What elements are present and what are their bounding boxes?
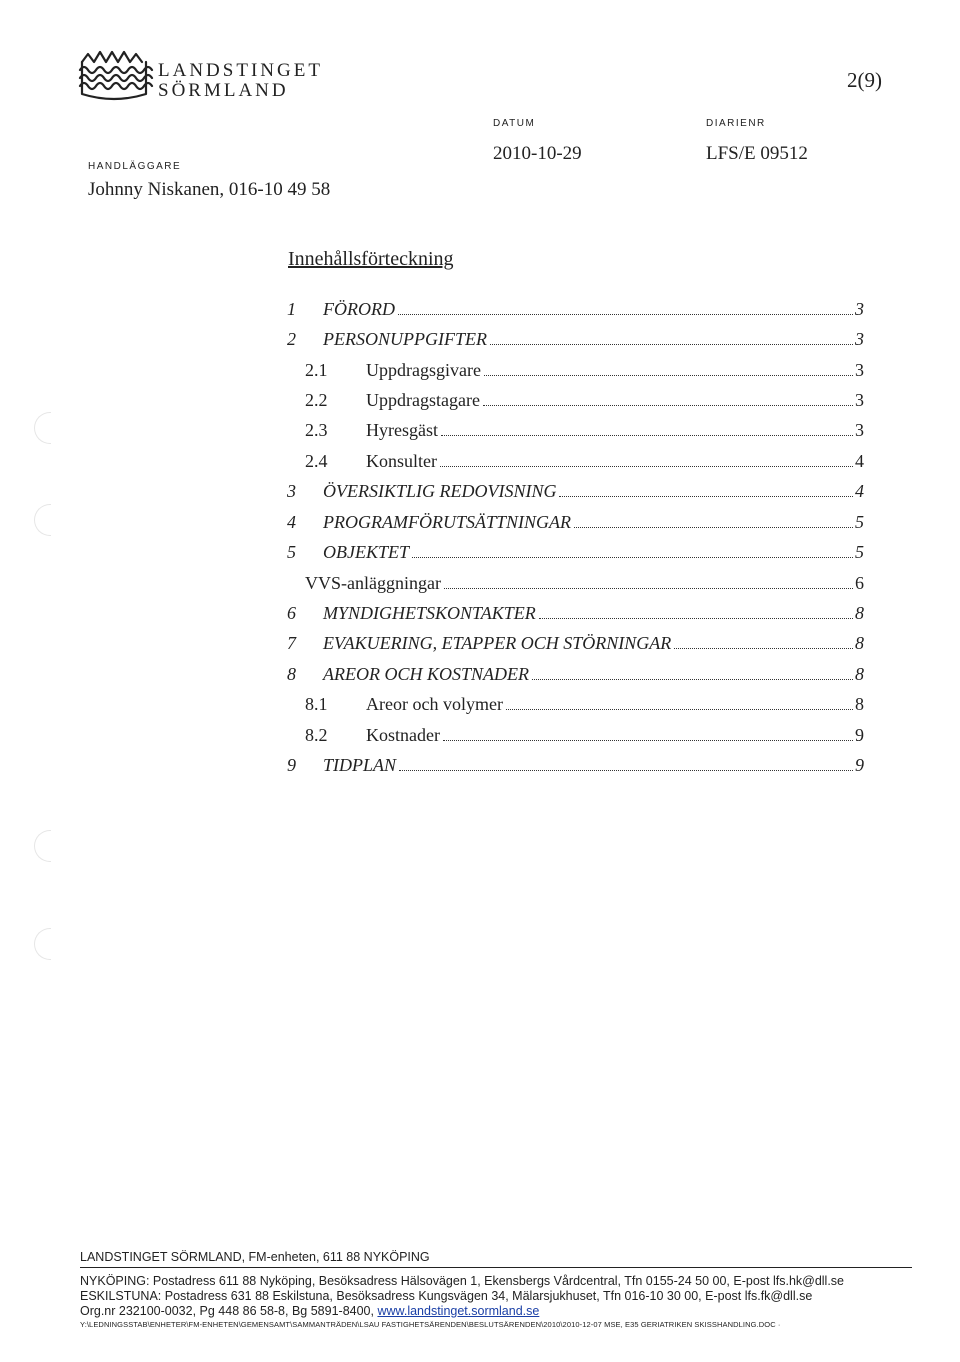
toc-number: 6	[287, 603, 296, 623]
toc-entry[interactable]	[0, 725, 960, 749]
toc-title: PROGRAMFÖRUTSÄTTNINGAR	[323, 512, 571, 532]
footer-eskilstuna-address: ESKILSTUNA: Postadress 631 88 Eskilstuna, Besöksadress Kungsvägen 34, Mälarsjukhuset, Tfn 016-10 30 00, E-post lfs.fk@dll.se	[80, 1289, 813, 1303]
footer-divider	[80, 1267, 912, 1268]
toc-page: 9	[855, 725, 864, 745]
toc-entry[interactable]	[0, 360, 960, 384]
footer-nykoping-address: NYKÖPING: Postadress 611 88 Nyköping, Besöksadress Hälsovägen 1, Ekensbergs Vårdcentral, Tfn 0155-24 50 00, E-post lfs.hk@dll.se	[80, 1274, 845, 1288]
toc-entry[interactable]	[0, 603, 960, 627]
toc-entry[interactable]	[0, 299, 960, 323]
datum-label: DATUM	[493, 118, 536, 129]
toc-page: 3	[855, 390, 864, 410]
toc-title: TIDPLAN	[323, 755, 397, 775]
toc-page: 8	[855, 694, 864, 714]
toc-title: AREOR OCH KOSTNADER	[323, 664, 529, 684]
toc-entry[interactable]	[0, 451, 960, 475]
toc-entry[interactable]	[0, 664, 960, 688]
toc-entry[interactable]	[0, 329, 960, 353]
toc-number: 3	[287, 481, 296, 501]
toc-page: 3	[855, 420, 864, 440]
toc-page: 5	[855, 542, 864, 562]
toc-heading: Innehållsförteckning	[288, 248, 454, 270]
toc-title: OBJEKTET	[323, 542, 410, 562]
toc-page: 6	[855, 573, 864, 593]
toc-number: 1	[287, 299, 296, 319]
toc-entry[interactable]	[0, 481, 960, 505]
toc-number: 2.1	[305, 360, 328, 380]
toc-page: 3	[855, 299, 864, 319]
toc-number: 2.3	[305, 420, 328, 440]
toc-title: VVS-anläggningar	[305, 573, 441, 593]
toc-number: 7	[287, 633, 296, 653]
toc-number: 2	[287, 329, 296, 349]
toc-title: Hyresgäst	[366, 420, 438, 440]
toc-page: 4	[855, 481, 864, 501]
toc-title: Konsulter	[366, 451, 437, 471]
toc-number: 2.4	[305, 451, 328, 471]
toc-title: EVAKUERING, ETAPPER OCH STÖRNINGAR	[323, 633, 672, 653]
toc-title: Uppdragsgivare	[366, 360, 481, 380]
logo-text-line2: SÖRMLAND	[158, 80, 289, 101]
website-link[interactable]: www.landstinget.sormland.se	[377, 1304, 540, 1318]
toc-entry[interactable]	[0, 420, 960, 444]
toc-title: FÖRORD	[323, 299, 395, 319]
logo-text-line1: LANDSTINGET	[158, 60, 323, 81]
handlaggare-label: HANDLÄGGARE	[88, 161, 182, 172]
toc-title: Uppdragstagare	[366, 390, 480, 410]
toc-number: 8.1	[305, 694, 328, 714]
toc-page: 8	[855, 633, 864, 653]
page-number: 2(9)	[847, 68, 882, 92]
toc-title: MYNDIGHETSKONTAKTER	[323, 603, 536, 623]
toc-page: 8	[855, 603, 864, 623]
footer-orgnr	[80, 1304, 539, 1318]
toc-title: Areor och volymer	[366, 694, 503, 714]
handlaggare-value: Johnny Niskanen, 016-10 49 58	[88, 179, 331, 200]
toc-entry[interactable]	[0, 542, 960, 566]
diarienr-label: DIARIENR	[706, 118, 766, 129]
toc-page: 3	[855, 329, 864, 349]
footer-org: LANDSTINGET SÖRMLAND, FM-enheten, 611 88 NYKÖPING	[80, 1250, 430, 1264]
file-path: Y:\LEDNINGSSTAB\ENHETER\FM-ENHETEN\GEMENSAMT\SAMMANTRÄDEN\LSAU FASTIGHETSÄRENDEN\BESLUTSÄRENDEN\2010\2010-12-07 MSE, E35 GERIATRIKEN SKISSHANDLING.DOC ·	[80, 1320, 781, 1329]
toc-entry[interactable]	[0, 390, 960, 414]
toc-title: Kostnader	[366, 725, 440, 745]
toc-number: 5	[287, 542, 296, 562]
toc-number: 2.2	[305, 390, 328, 410]
toc-entry[interactable]	[0, 694, 960, 718]
toc-page: 5	[855, 512, 864, 532]
punch-hole-mark	[34, 928, 51, 960]
toc-page: 9	[855, 755, 864, 775]
diarienr-value: LFS/E 09512	[706, 143, 808, 164]
footer-orgnr-text: Org.nr 232100-0032, Pg 448 86 58-8, Bg 5891-8400,	[80, 1304, 378, 1318]
toc-entry[interactable]	[0, 755, 960, 779]
toc-number: 4	[287, 512, 296, 532]
crown-waves-logo-icon	[76, 48, 154, 104]
toc-number: 8	[287, 664, 296, 684]
toc-number: 8.2	[305, 725, 328, 745]
toc-page: 8	[855, 664, 864, 684]
toc-page: 3	[855, 360, 864, 380]
toc-title: ÖVERSIKTLIG REDOVISNING	[323, 481, 557, 501]
datum-value: 2010-10-29	[493, 143, 582, 164]
toc-entry[interactable]	[0, 633, 960, 657]
toc-title: PERSONUPPGIFTER	[323, 329, 487, 349]
toc-number: 9	[287, 755, 296, 775]
toc-page: 4	[855, 451, 864, 471]
punch-hole-mark	[34, 830, 51, 862]
toc-entry[interactable]	[0, 573, 960, 597]
toc-entry[interactable]	[0, 512, 960, 536]
